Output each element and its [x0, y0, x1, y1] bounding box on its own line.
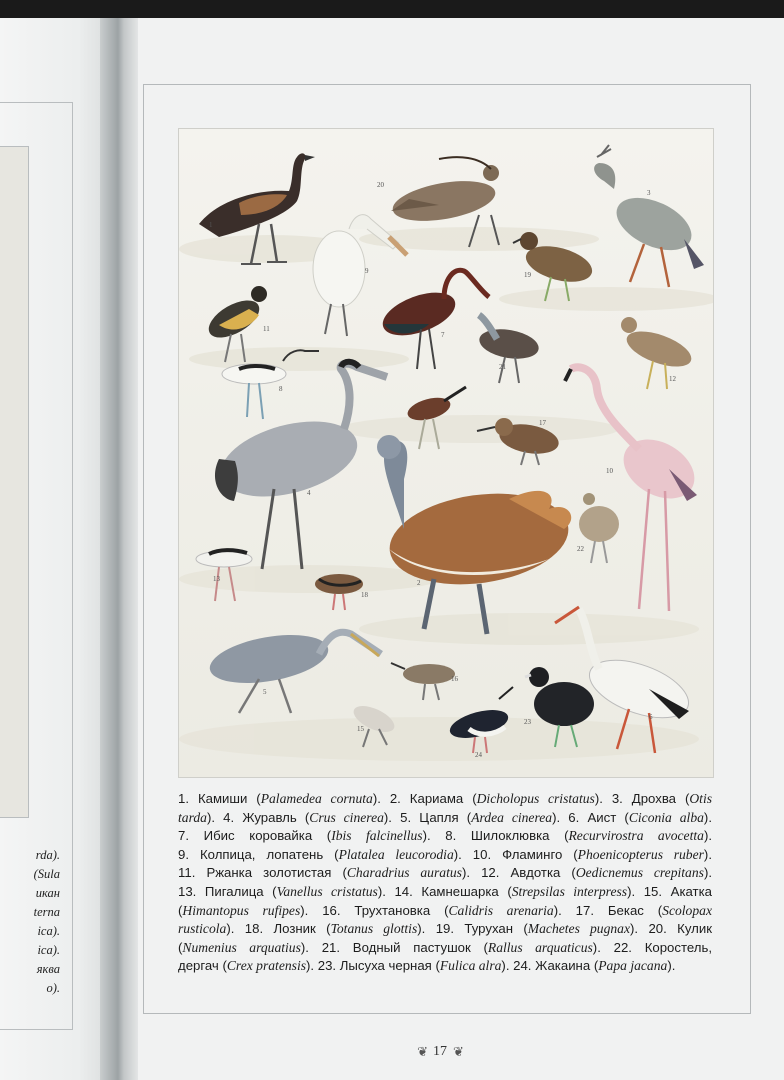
left-snippet: ica). [37, 943, 60, 957]
caption-text: ). 18. Лозник ( [226, 921, 331, 937]
left-snippet: икан [35, 886, 60, 900]
caption-text: дергач ( [178, 958, 227, 974]
plate-number: 17 [539, 419, 546, 427]
bird-3 [594, 145, 704, 287]
caption-text: ). 24. Жакаина ( [501, 958, 599, 974]
latin-name: Papa jacana [598, 958, 668, 974]
plate-number: 22 [577, 545, 584, 553]
caption-text: ). 22. Коростель, [592, 939, 712, 955]
plate-number: 13 [213, 575, 220, 583]
latin-name: Totanus glottis [330, 921, 418, 937]
caption-text: 1. Камиши ( [178, 791, 261, 806]
caption-line [178, 864, 712, 883]
latin-name: Ciconia alba [628, 809, 704, 825]
plate-number: 12 [669, 375, 676, 383]
caption-text: ). [703, 846, 712, 862]
latin-name: Strepsilas interpress [511, 883, 628, 899]
left-page-plate [0, 146, 29, 818]
caption-text: ). 6. Аист ( [552, 809, 629, 825]
caption-text: ). 2. Кариама ( [372, 791, 477, 806]
latin-name: rusticola [178, 921, 227, 937]
latin-name: Scolopax [662, 902, 712, 918]
caption-text: ). 14. Камнешарка ( [377, 883, 512, 899]
left-snippet: (Sula [33, 867, 60, 881]
plate-number: 23 [524, 718, 531, 726]
caption-line [178, 827, 712, 846]
plate-number: 7 [441, 331, 445, 339]
latin-name: Dicholopus cristatus [476, 791, 595, 806]
latin-name: Otis [689, 791, 713, 806]
bird-5 [206, 627, 381, 713]
plate-number: 11 [263, 325, 270, 333]
plate-caption [178, 790, 712, 976]
plate-number: 4 [307, 489, 311, 497]
left-snippet: ica). [37, 924, 60, 938]
caption-text: 9. Колпица, лопатень ( [178, 846, 339, 862]
page-footer [380, 1040, 500, 1064]
page-number: 17 [433, 1044, 447, 1059]
latin-name: Vanellus cristatus [276, 883, 378, 899]
latin-name: Ardea cinerea [471, 809, 553, 825]
caption-text: 13. Пигалица ( [178, 883, 277, 899]
bird-4 [213, 362, 387, 569]
plate-number: 1 [209, 221, 213, 229]
caption-text: ). 21. Водный пастушок ( [300, 939, 488, 955]
latin-name: Calidris arenaria [448, 902, 554, 918]
latin-name: Fulica alra [439, 958, 502, 974]
caption-line [178, 809, 712, 828]
latin-name: Crex pratensis [226, 958, 307, 974]
bird-illustration-plate [178, 128, 714, 778]
caption-line [178, 846, 712, 865]
plate-number: 9 [365, 267, 369, 275]
plate-number: 6 [649, 713, 653, 721]
latin-name: Numenius arquatius [182, 939, 301, 955]
caption-text: ). 17. Бекас ( [553, 902, 663, 918]
bird-21 [477, 315, 541, 383]
caption-text: ). [703, 828, 712, 844]
latin-name: Palamedea cornuta [260, 791, 373, 806]
caption-text: ). 19. Турухан ( [417, 921, 528, 937]
caption-text: ). [703, 865, 712, 881]
plate-number: 10 [606, 467, 613, 475]
left-snippet: rda). [35, 848, 60, 862]
bird-22 [579, 493, 619, 563]
ornament-right-icon: ❦ [453, 1044, 463, 1059]
caption-line [178, 957, 712, 976]
plate-number: 20 [377, 181, 384, 189]
latin-name: Himantopus rufipes [182, 902, 301, 918]
caption-text: ( [178, 939, 183, 955]
plate-number: 18 [361, 591, 368, 599]
plate-number: 19 [524, 271, 531, 279]
plate-number: 3 [647, 189, 651, 197]
caption-line [178, 939, 712, 958]
latin-name: tarda [178, 809, 207, 825]
caption-text: ). [667, 958, 676, 974]
left-page [0, 18, 112, 1080]
book-gutter [100, 18, 140, 1080]
caption-line [178, 920, 712, 939]
latin-name: Rallus arquaticus [487, 939, 593, 955]
caption-text: ). 10. Фламинго ( [453, 846, 578, 862]
ornament-left-icon: ❦ [417, 1044, 427, 1059]
caption-text: ). 15. Акатка [627, 883, 712, 899]
plate-number: 5 [263, 688, 267, 696]
latin-name: Machetes pugnax [527, 921, 631, 937]
bird-illustration [179, 129, 713, 777]
caption-text: ). 8. Шилоклювка ( [422, 828, 569, 844]
caption-text: ). [703, 809, 712, 825]
left-page-text [0, 846, 60, 998]
latin-name: Platalea leucorodia [338, 846, 454, 862]
latin-name: Charadrius auratus [346, 865, 462, 881]
book-top-edge [0, 0, 784, 18]
plate-number: 21 [499, 363, 506, 371]
bird-10 [565, 367, 705, 611]
caption-line [178, 883, 712, 902]
left-snippet: o). [46, 981, 60, 995]
caption-text: ). 5. Цапля ( [383, 809, 472, 825]
caption-line [178, 902, 712, 921]
latin-name: Oedicnemus crepitans [575, 865, 704, 881]
latin-name: Phoenicopterus ruber [577, 846, 704, 862]
left-snippet: яква [36, 962, 60, 976]
plate-number: 16 [451, 675, 458, 683]
caption-text: ). 12. Авдотка ( [461, 865, 576, 881]
plate-number: 2 [417, 579, 421, 587]
bird-12 [621, 317, 696, 389]
latin-name: Crus cinerea [309, 809, 384, 825]
caption-text: ). 20. Кулик [630, 921, 712, 937]
caption-text: 7. Ибис коровайка ( [178, 828, 332, 844]
latin-name: Recurvirostra avocetta [568, 828, 704, 844]
bird-16 [391, 663, 455, 700]
bird-2 [377, 435, 574, 634]
latin-name: Ibis falcinellus [331, 828, 423, 844]
plate-number: 8 [279, 385, 283, 393]
caption-line [178, 790, 712, 809]
caption-text: ). 23. Лысуха черная ( [306, 958, 440, 974]
left-snippet: terna [33, 905, 60, 919]
caption-text: ). 4. Журавль ( [206, 809, 310, 825]
plate-number: 24 [475, 751, 482, 759]
caption-text: ( [178, 902, 183, 918]
caption-text: 11. Ржанка золотистая ( [178, 865, 347, 881]
plate-number: 15 [357, 725, 364, 733]
caption-text: ). 3. Дрохва ( [594, 791, 690, 806]
caption-text: ). 16. Трухтановка ( [300, 902, 449, 918]
